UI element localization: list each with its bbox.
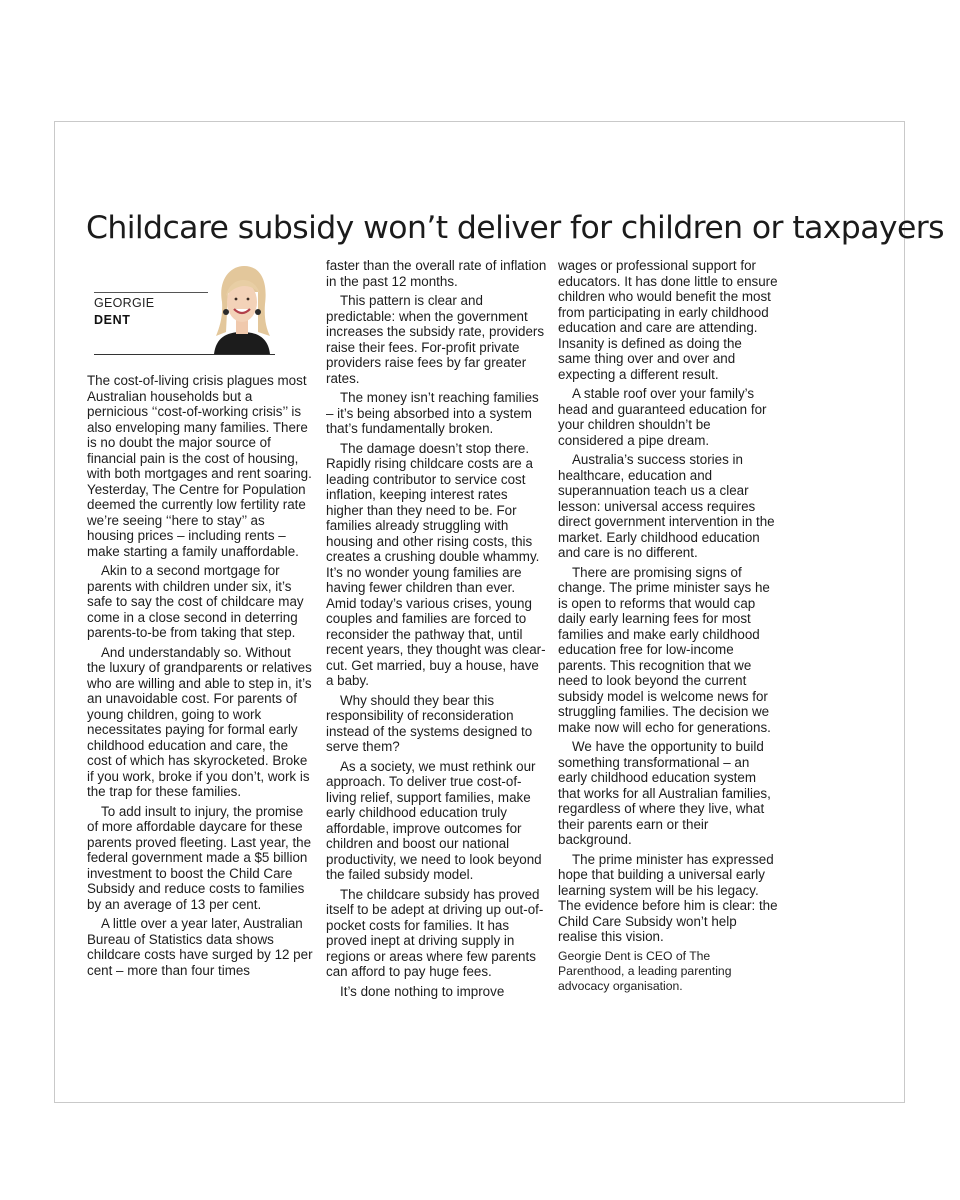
paragraph: This pattern is clear and predictable: when the government increases the subsidy rate, providers raise their fees. For-profit private providers raise fees by far greater rates. (326, 293, 545, 386)
paragraph: And understandably so. Without the luxury of grandparents or relatives who are willing and able to step in, it’s an unavoidable cost. For parents of young children, going to work necessitates paying for formal early childhood education and care, the cost of which has skyrocketed. Broke if you work, broke if you don’t, work is the trap for these families. (87, 644, 312, 799)
paragraph: As a society, we must rethink our approach. To deliver true cost-of-living relief, support families, make early childhood education truly affordable, improve outcomes for children and boost our national productivity, we need to look beyond the failed subsidy model. (326, 758, 542, 882)
paragraph: The childcare subsidy has proved itself to be adept at driving up out-of-pocket costs for families. It has proved inept at driving supply in regions or areas where few parents can afford to pay huge fees. (326, 886, 544, 979)
article-column-2 (326, 258, 548, 1003)
paragraph: The prime minister has expressed hope that building a universal early learning system will be his legacy. The evidence before him is clear: the Child Care Subsidy won’t help realise this vision. (558, 851, 778, 944)
article-column-3 (558, 258, 778, 994)
paragraph: We have the opportunity to build something transformational – an early childhood education system that works for all Australian families, regardless of where they live, what their parents earn or their background. (558, 739, 771, 847)
paragraph: Australia’s success stories in healthcare, education and superannuation teach us a clear lesson: universal access requires direct government intervention in the market. Early childhood education and care is no different. (558, 452, 775, 560)
paragraph: The money isn’t reaching families – it’s being absorbed into a system that’s fundamentally broken. (326, 390, 539, 436)
paragraph: The damage doesn’t stop there. Rapidly rising childcare costs are a leading contributor to service cost inflation, keeping interest rates higher than they need to be. For families already struggling with housing and other rising costs, this creates a crushing double whammy. It’s no wonder young families are having fewer children than ever. Amid today’s various crises, young couples and families are forced to reconsider the pathway that, until recent years, they thought was clear-cut. Get married, buy a house, have a baby. (326, 440, 546, 688)
paragraph: The cost-of-living crisis plagues most Australian households but a pernicious ‘‘cost-of-working crisis’’ is also enveloping many families. There is no doubt the major source of financial pain is the cost of housing, with both mortgages and rent soaring. Yesterday, The Centre for Population deemed the currently low fertility rate we’re seeing ‘‘here to stay’’ as housing prices – including rents – make starting a family unaffordable. (87, 373, 312, 559)
paragraph: To add insult to injury, the promise of more affordable daycare for these parents proved fleeting. Last year, the federal government made a $5 billion investment to boost the Child Care Subsidy and reduce costs to families by an average of 13 per cent. (87, 803, 312, 912)
author-tagline: Georgie Dent is CEO of The Parenthood, a leading parenting advocacy organisation. (558, 948, 732, 993)
paragraph: Why should they bear this responsibility of reconsideration instead of the systems designed to serve them? (326, 692, 533, 754)
author-photo (208, 262, 276, 354)
byline-bottom-rule (94, 354, 275, 355)
paragraph: It’s done nothing to improve (340, 983, 505, 999)
byline-top-rule (94, 292, 210, 293)
paragraph: There are promising signs of change. The prime minister says he is open to reforms that would cap daily early learning fees for most families and make early childhood education free for low-income parents. This recognition that we need to look beyond the current subsidy model is welcome news for struggling families. The decision we make now will echo for generations. (558, 564, 771, 735)
author-last-name: DENT (94, 313, 131, 327)
article-column-1 (87, 373, 313, 982)
headline: Childcare subsidy won’t deliver for children or taxpayers (86, 210, 944, 246)
paragraph: A little over a year later, Australian Bureau of Statistics data shows childcare costs have surged by 12 per cent – more than four times (87, 916, 313, 978)
paragraph: Akin to a second mortgage for parents with children under six, it’s safe to say the cost of childcare may come in a close second in deterring parents-to-be from taking that step. (87, 563, 304, 640)
paragraph: wages or professional support for educators. It has done little to ensure children who would benefit the most from participating in early childhood education and care are attending. Insanity is defined as doing the same thing over and over and expecting a different result. (558, 258, 778, 382)
author-byline (94, 262, 308, 356)
paragraph: A stable roof over your family’s head and guaranteed education for your children shouldn’t be considered a pipe dream. (558, 386, 767, 448)
author-first-name: GEORGIE (94, 296, 155, 310)
paragraph: faster than the overall rate of inflation in the past 12 months. (326, 258, 547, 289)
